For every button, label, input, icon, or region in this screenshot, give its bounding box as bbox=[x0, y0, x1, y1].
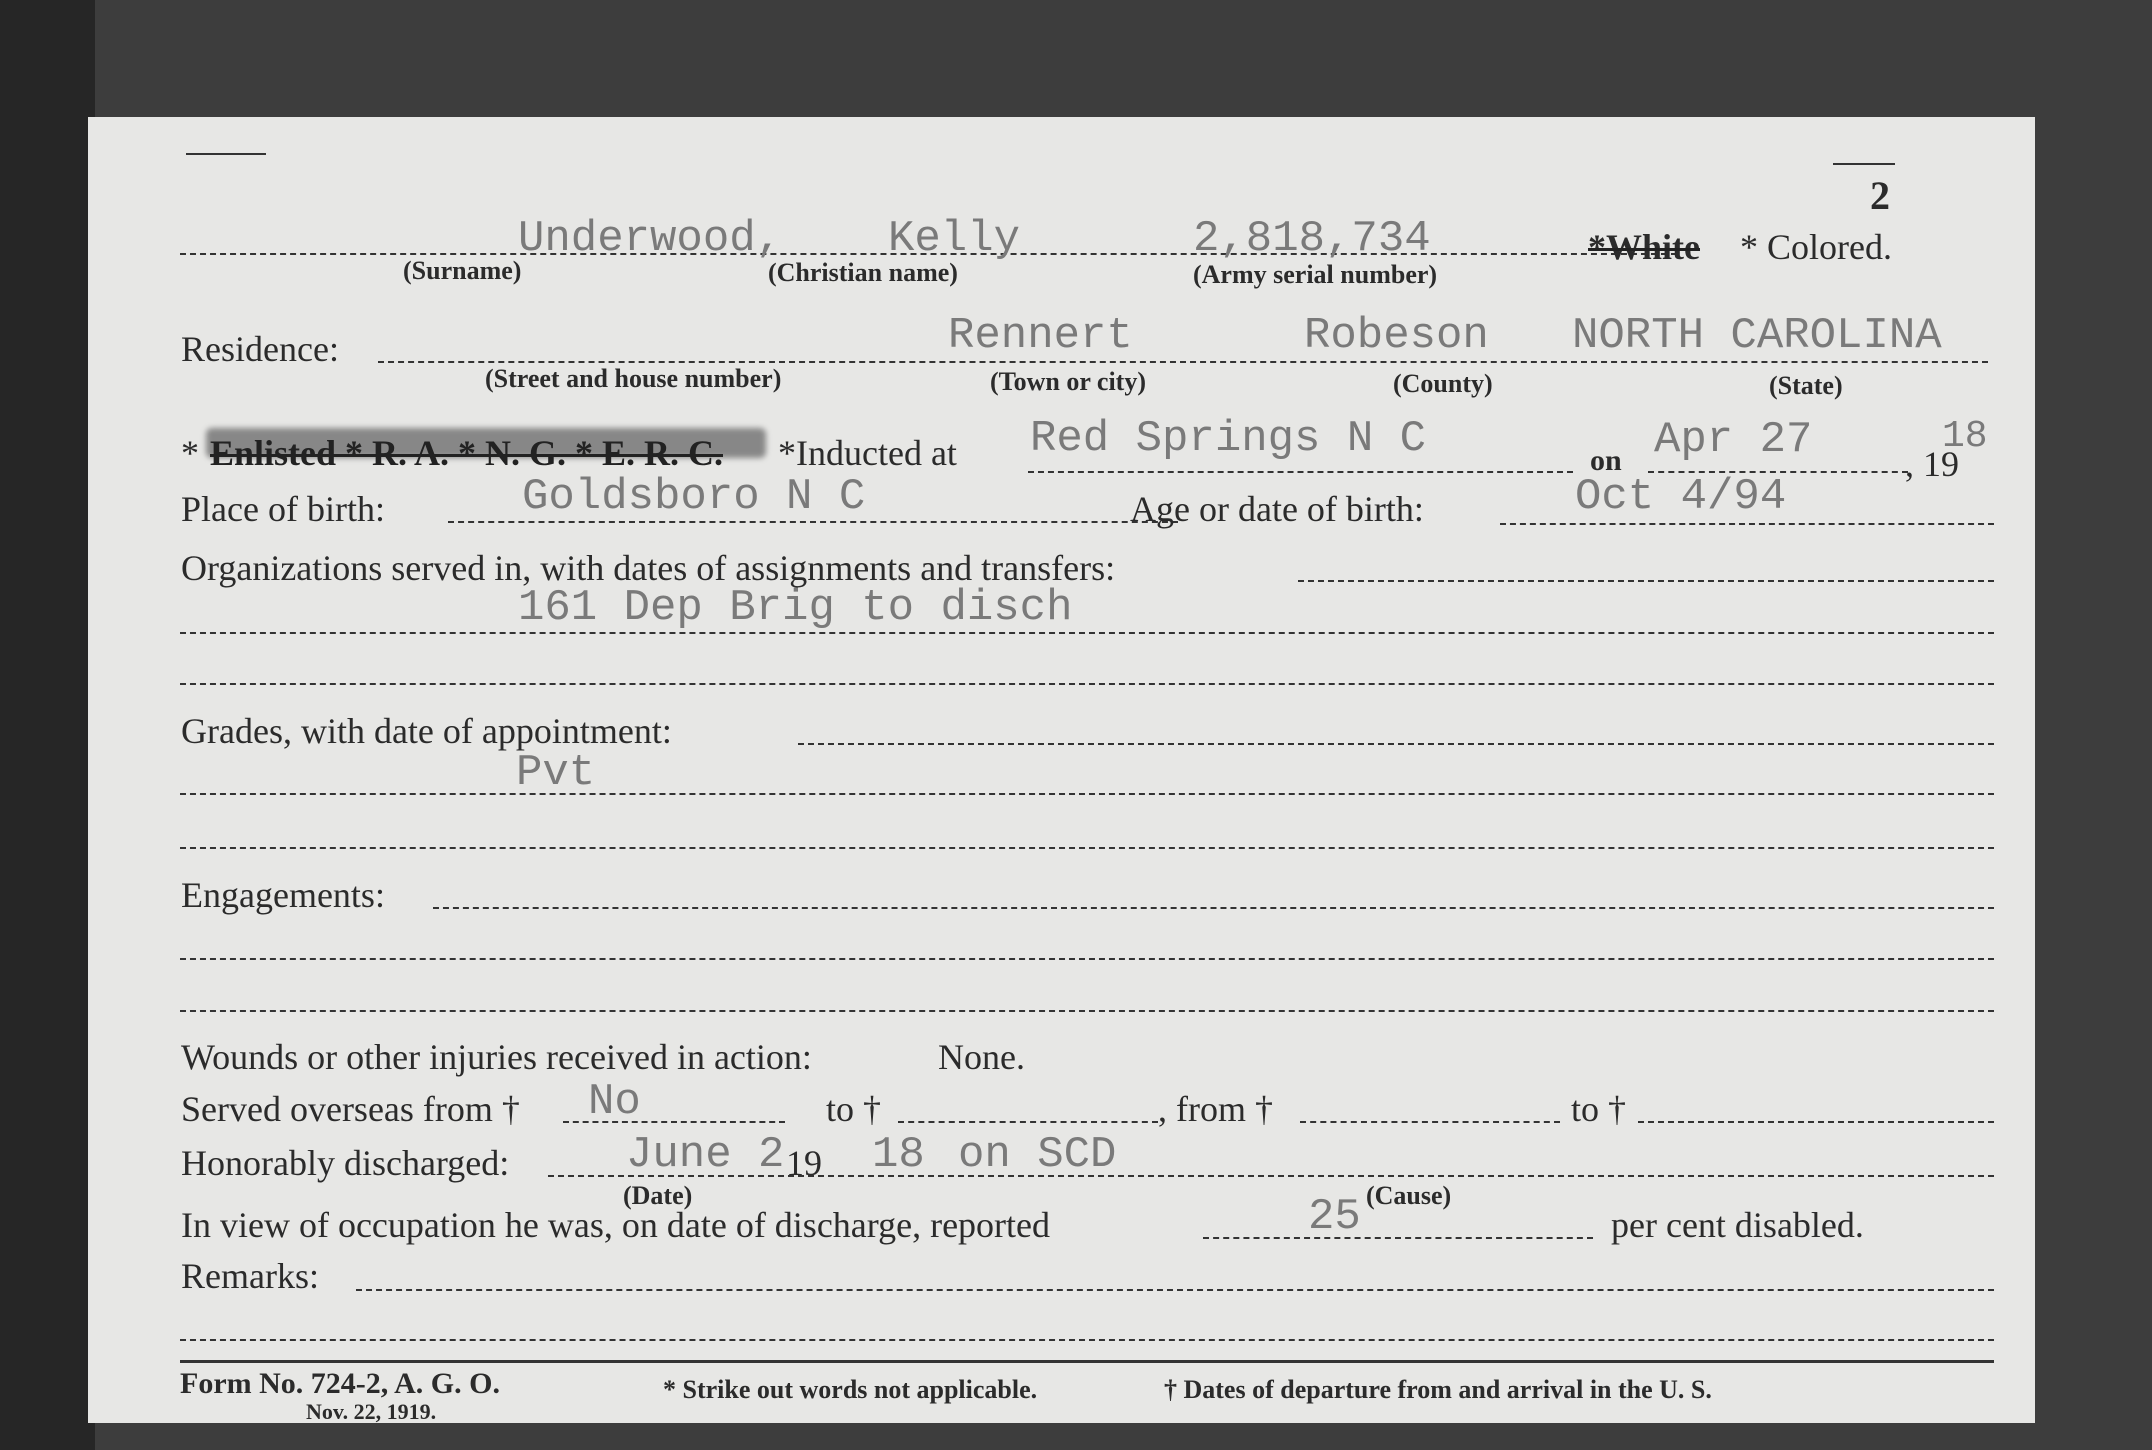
dob-label: Age or date of birth: bbox=[1130, 489, 1424, 529]
inducted-year-value: 18 bbox=[1942, 415, 1988, 458]
state-caption: (State) bbox=[1769, 371, 1843, 400]
town-caption: (Town or city) bbox=[990, 367, 1146, 396]
enlisted-struck-options: Enlisted * R. A. * N. G. * E. R. C. bbox=[210, 433, 724, 473]
dagger-note: † Dates of departure from and arrival in the U. S. bbox=[1164, 1375, 1712, 1404]
discharged-label: Honorably discharged: bbox=[181, 1143, 510, 1183]
dob-value: Oct 4/94 bbox=[1575, 472, 1787, 522]
form-date: Nov. 22, 1919. bbox=[306, 1399, 437, 1423]
inducted-label: *Inducted at bbox=[778, 433, 957, 473]
surname-value: Underwood, bbox=[518, 214, 783, 264]
form-number: Form No. 724-2, A. G. O. bbox=[180, 1367, 500, 1400]
disabled-value: 25 bbox=[1308, 1192, 1361, 1242]
grades-value: Pvt bbox=[516, 748, 596, 798]
scan-background-strip bbox=[0, 0, 95, 1450]
county-value: Robeson bbox=[1304, 311, 1489, 361]
birthplace-label: Place of birth: bbox=[181, 489, 385, 529]
birthplace-value: Goldsboro N C bbox=[522, 472, 866, 522]
engagements-label: Engagements: bbox=[181, 875, 385, 915]
disabled-suffix: per cent disabled. bbox=[1611, 1205, 1864, 1245]
corner-rule bbox=[186, 153, 266, 155]
year-prefix: , 19 bbox=[1905, 444, 1959, 484]
enlisted-asterisk: * bbox=[181, 433, 199, 473]
remarks-line-1 bbox=[356, 1289, 1994, 1291]
town-value: Rennert bbox=[948, 311, 1133, 361]
grades-label: Grades, with date of appointment: bbox=[181, 711, 672, 751]
overseas-label: Served overseas from † bbox=[181, 1089, 520, 1129]
inducted-date-value: Apr 27 bbox=[1654, 415, 1813, 465]
footer-rule bbox=[180, 1360, 1994, 1363]
card-number: 2 bbox=[1870, 173, 1890, 218]
engagements-line-3 bbox=[180, 1010, 1994, 1012]
organizations-value: 161 Dep Brig to disch bbox=[518, 583, 1073, 633]
organizations-line-2 bbox=[180, 632, 1994, 634]
overseas-value: No bbox=[588, 1077, 641, 1127]
overseas-to2-label: to † bbox=[1571, 1089, 1627, 1129]
organizations-line-3 bbox=[180, 683, 1994, 685]
residence-line bbox=[378, 361, 1988, 363]
overseas-to2-line bbox=[1638, 1121, 1994, 1123]
christian-name-caption: (Christian name) bbox=[768, 258, 958, 287]
organizations-label: Organizations served in, with dates of assignments and transfers: bbox=[181, 548, 1116, 588]
service-record-card bbox=[88, 117, 2035, 1423]
overseas-from2-line bbox=[1300, 1121, 1560, 1123]
engagements-line-2 bbox=[180, 958, 1994, 960]
discharged-19: 19 bbox=[786, 1143, 822, 1183]
inducted-place-value: Red Springs N C bbox=[1030, 414, 1427, 464]
christian-name-value: Kelly bbox=[888, 214, 1021, 264]
disabled-label: In view of occupation he was, on date of discharge, reported bbox=[181, 1205, 1051, 1245]
dob-line bbox=[1500, 523, 1994, 525]
street-caption: (Street and house number) bbox=[485, 364, 782, 393]
cause-caption: (Cause) bbox=[1366, 1181, 1452, 1210]
serial-number-caption: (Army serial number) bbox=[1193, 260, 1438, 289]
race-colored-label: * Colored. bbox=[1740, 227, 1892, 267]
grades-line-1 bbox=[798, 743, 1994, 745]
discharged-date-value: June 2 bbox=[626, 1130, 785, 1180]
strike-note: * Strike out words not applicable. bbox=[663, 1375, 1038, 1404]
remarks-label: Remarks: bbox=[181, 1256, 319, 1296]
organizations-line-1 bbox=[1298, 580, 1994, 582]
date-caption: (Date) bbox=[623, 1181, 693, 1210]
residence-label: Residence: bbox=[181, 329, 339, 369]
serial-number-value: 2,818,734 bbox=[1193, 214, 1431, 264]
overseas-to-label: to † bbox=[826, 1089, 882, 1129]
disabled-line bbox=[1203, 1237, 1593, 1239]
discharged-year-value: 18 bbox=[872, 1130, 925, 1180]
engagements-line-1 bbox=[433, 907, 1994, 909]
inducted-place-line bbox=[1028, 471, 1573, 473]
county-caption: (County) bbox=[1393, 369, 1493, 398]
state-value: NORTH CAROLINA bbox=[1572, 311, 1942, 361]
overseas-from2-label: , from † bbox=[1158, 1089, 1273, 1129]
remarks-line-2 bbox=[180, 1339, 1994, 1341]
wounds-label: Wounds or other injuries received in action: bbox=[181, 1037, 812, 1077]
wounds-value: None. bbox=[938, 1037, 1025, 1077]
card-number-rule bbox=[1833, 163, 1895, 165]
discharged-cause-value: on SCD bbox=[958, 1130, 1117, 1180]
on-label: on bbox=[1590, 444, 1622, 477]
grades-line-3 bbox=[180, 847, 1994, 849]
surname-caption: (Surname) bbox=[403, 256, 522, 285]
race-white-label: *White bbox=[1588, 227, 1700, 267]
overseas-to-line bbox=[898, 1121, 1158, 1123]
grades-line-2 bbox=[180, 793, 1994, 795]
